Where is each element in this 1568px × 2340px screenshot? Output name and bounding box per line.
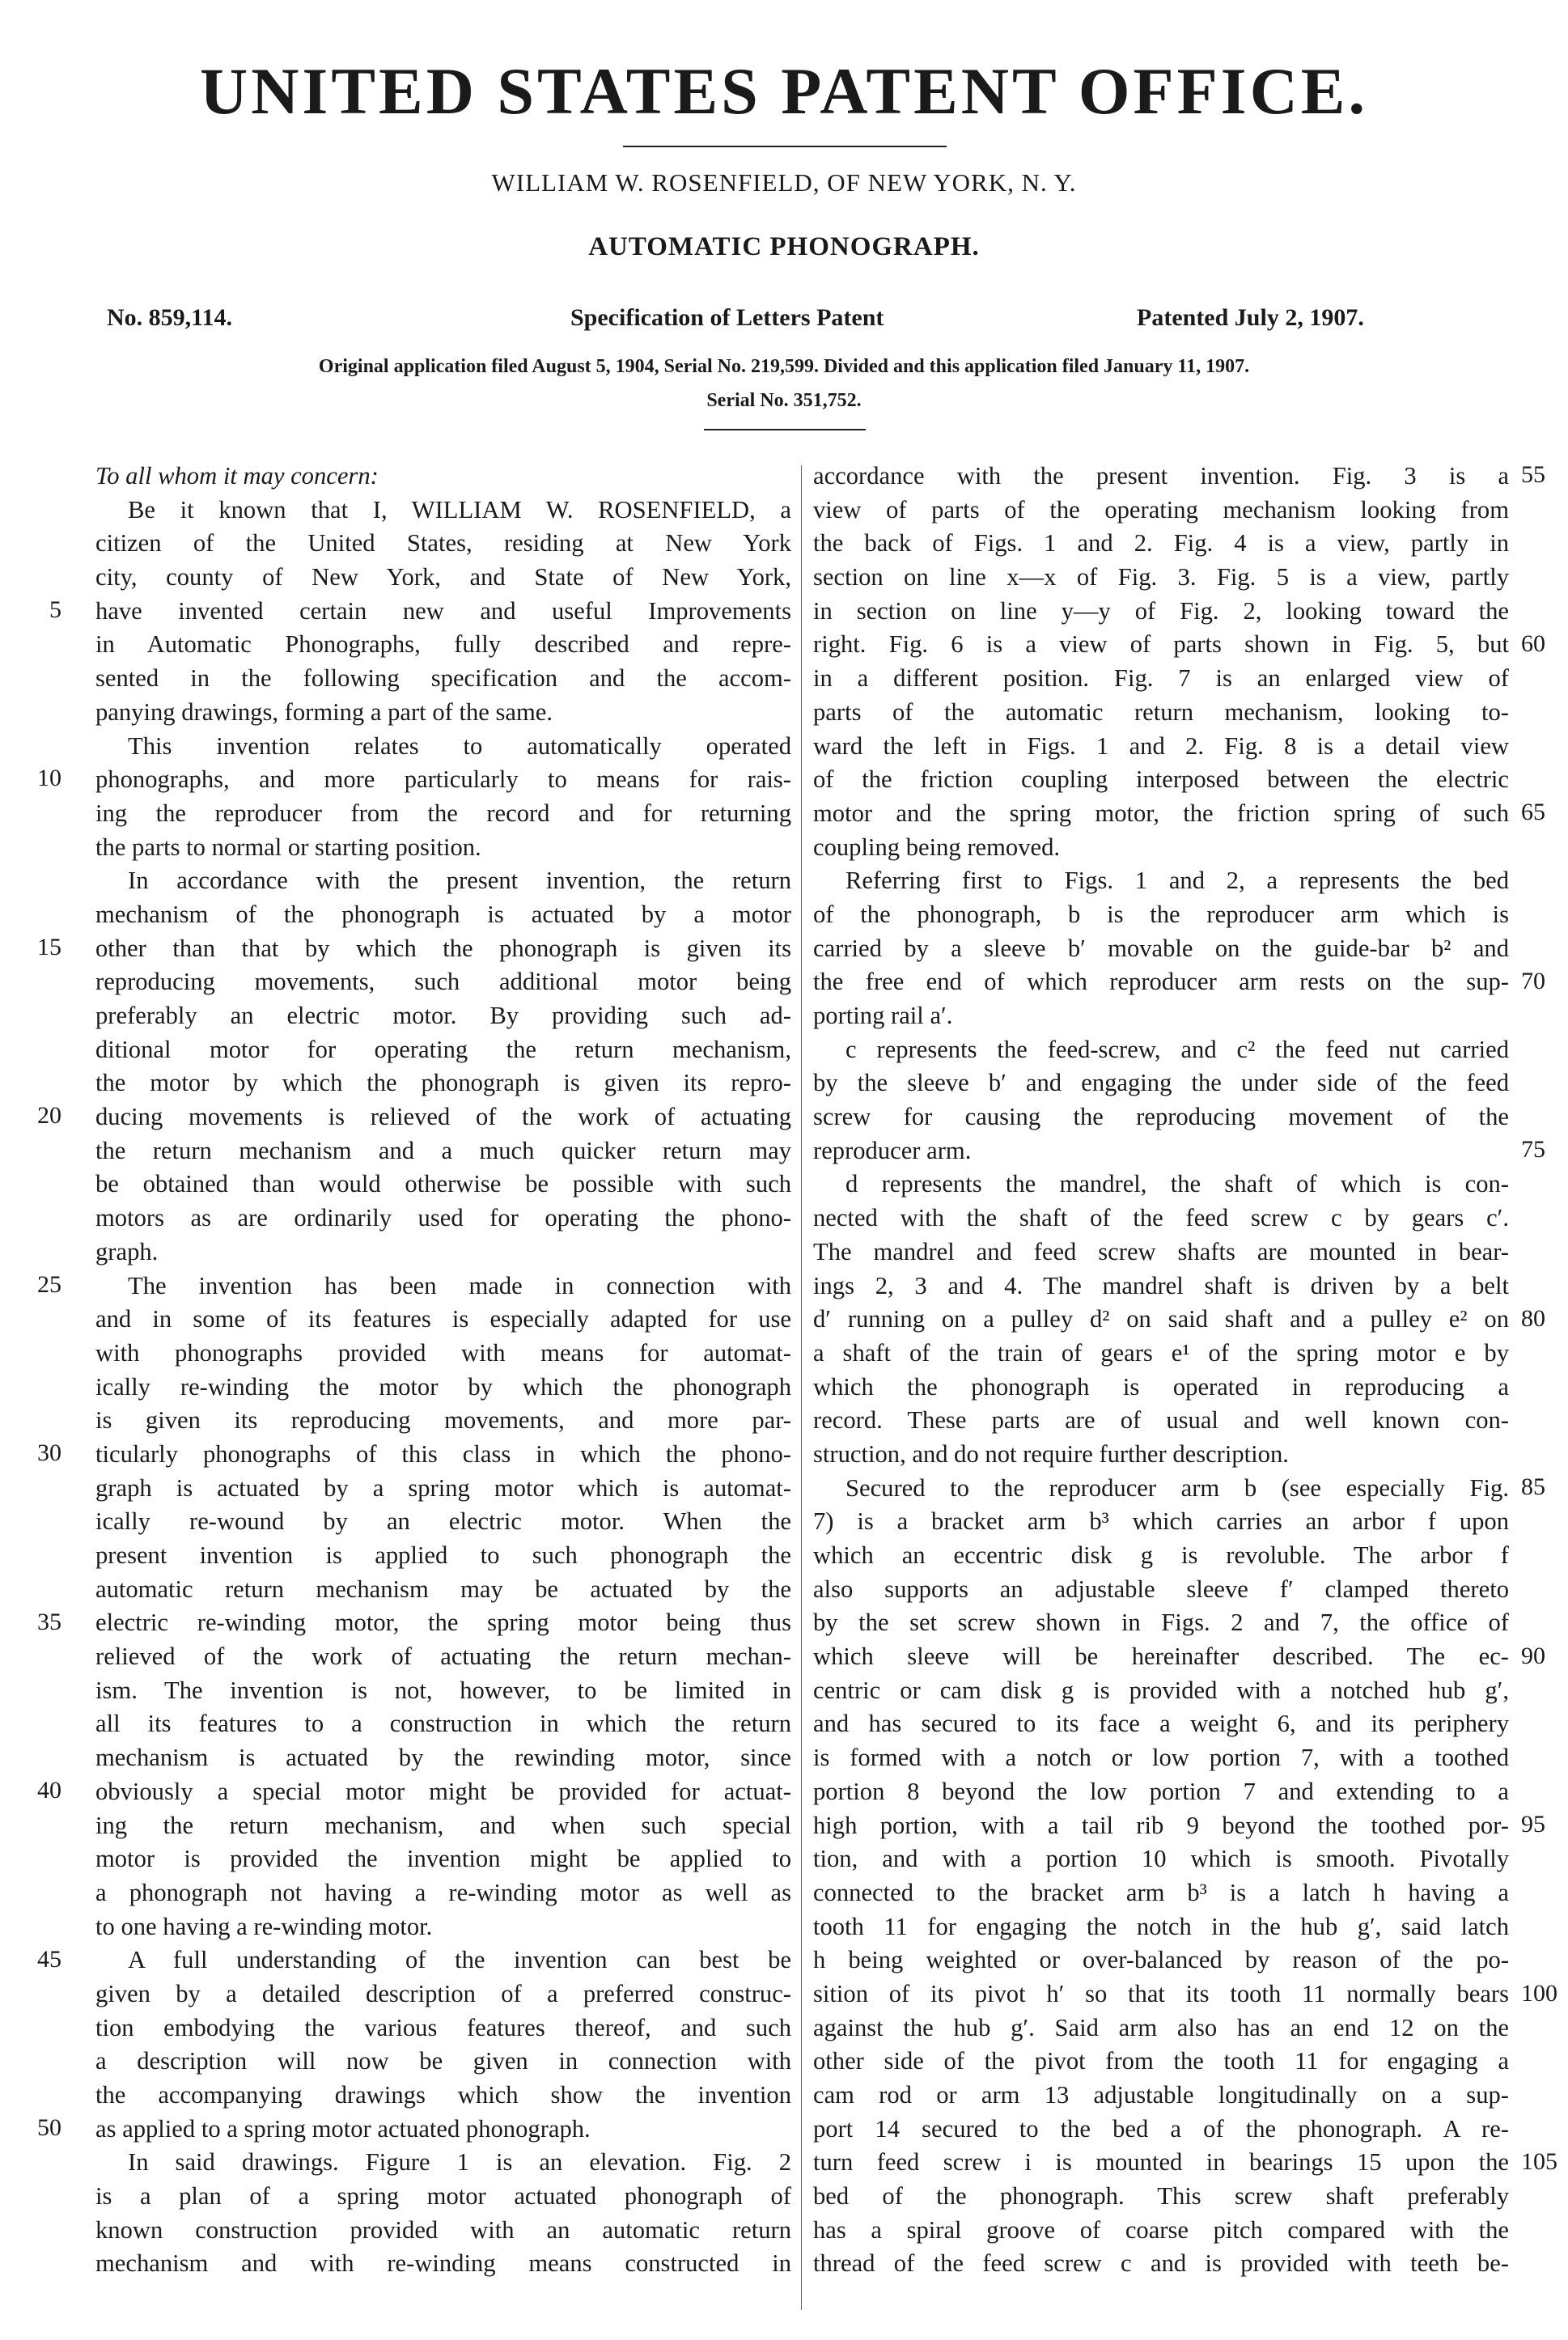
line-number: 50 <box>37 2114 61 2142</box>
text-line: and in some of its features is especially adapted for use <box>95 1305 791 1333</box>
text-line: port 14 secured to the bed a of the phonograph. A re- <box>813 2114 1509 2143</box>
filing-rule <box>704 429 866 430</box>
text-line: record. These parts are of usual and well known con- <box>813 1406 1509 1435</box>
text-line: tion, and with a portion 10 which is smooth. Pivotally <box>813 1845 1509 1873</box>
text-line: sented in the following specification and the accom- <box>95 664 791 693</box>
text-line: ducing movements is relieved of the work of actuating <box>95 1103 791 1131</box>
text-line: accordance with the present invention. Fig. 3 is a <box>813 462 1509 490</box>
text-line: h being weighted or over-balanced by reason of the po- <box>813 1946 1509 1974</box>
text-line: portion 8 beyond the low portion 7 and extending to a <box>813 1777 1509 1805</box>
text-line: A full understanding of the invention can best be <box>128 1946 791 1974</box>
text-line: motor is provided the invention might be applied to <box>95 1845 791 1873</box>
text-line: also supports an adjustable sleeve f′ clamped thereto <box>813 1575 1509 1603</box>
text-line: Referring first to Figs. 1 and 2, a represents the bed <box>845 867 1509 895</box>
text-line: screw for causing the reproducing movement of the <box>813 1103 1509 1131</box>
column-divider <box>801 465 802 2310</box>
text-line: In said drawings. Figure 1 is an elevation. Fig. 2 <box>128 2148 791 2177</box>
invention-title: AUTOMATIC PHONOGRAPH. <box>588 232 980 261</box>
text-line: is formed with a notch or low portion 7, with a toothed <box>813 1744 1509 1772</box>
line-number: 105 <box>1521 2148 1557 2175</box>
text-line: as applied to a spring motor actuated phonograph. <box>95 2114 591 2143</box>
text-line: which an eccentric disk g is revoluble. The arbor f <box>813 1541 1509 1569</box>
text-line: ing the return mechanism, and when such special <box>95 1811 791 1839</box>
text-line: coupling being removed. <box>813 833 1061 861</box>
text-line: graph. <box>95 1237 159 1265</box>
text-line: tooth 11 for engaging the notch in the hub g′, said latch <box>813 1912 1509 1940</box>
text-line: in Automatic Phonographs, fully described and repre- <box>95 630 791 659</box>
text-line: Secured to the reproducer arm b (see especially Fig. <box>845 1473 1509 1502</box>
line-number: 100 <box>1521 1979 1557 2007</box>
text-line: nected with the shaft of the feed screw c by gears c′. <box>813 1204 1509 1232</box>
text-line: centric or cam disk g is provided with a notched hub g′, <box>813 1676 1509 1704</box>
text-line: tion embodying the various features thereof, and such <box>95 2013 791 2041</box>
text-line: the accompanying drawings which show the invention <box>95 2081 791 2109</box>
text-line: which the phonograph is operated in reproducing a <box>813 1372 1509 1401</box>
text-line: c represents the feed-screw, and c² the feed nut carried <box>845 1035 1509 1063</box>
text-line: The mandrel and feed screw shafts are mounted in bear- <box>813 1237 1509 1265</box>
text-line: by the sleeve b′ and engaging the under side of the feed <box>813 1069 1509 1097</box>
text-line: present invention is applied to such phonograph the <box>95 1541 791 1569</box>
text-line: In accordance with the present invention, the return <box>128 867 791 895</box>
text-line: parts of the automatic return mechanism, looking to- <box>813 697 1509 726</box>
text-line: be obtained than would otherwise be possible with such <box>95 1170 791 1198</box>
text-line: graph is actuated by a spring motor which is automat- <box>95 1473 791 1502</box>
text-line: is given its reproducing movements, and more par- <box>95 1406 791 1435</box>
text-line: ically re-wound by an electric motor. When the <box>95 1507 791 1536</box>
text-line: carried by a sleeve b′ movable on the guide-bar b² and <box>813 934 1509 962</box>
text-line: The invention has been made in connection with <box>128 1271 791 1299</box>
text-line: reproducing movements, such additional motor being <box>95 968 791 996</box>
line-number: 90 <box>1521 1642 1545 1669</box>
line-number: 30 <box>37 1439 61 1467</box>
text-line: which sleeve will be hereinafter described. The ec- <box>813 1643 1509 1671</box>
text-line: motor and the spring motor, the friction spring of such <box>813 799 1509 827</box>
text-line: view of parts of the operating mechanism looking from <box>813 495 1509 524</box>
text-line: a phonograph not having a re-winding motor as well as <box>95 1878 791 1906</box>
text-line: ing the reproducer from the record and for returning <box>95 799 791 827</box>
line-number: 70 <box>1521 967 1545 994</box>
text-line: a description will now be given in connection with <box>95 2047 791 2075</box>
text-line: panying drawings, forming a part of the same. <box>95 697 553 726</box>
text-line: mechanism of the phonograph is actuated by a motor <box>95 900 791 928</box>
text-line: ically re-winding the motor by which the phonograph <box>95 1372 791 1401</box>
line-number: 40 <box>37 1777 61 1804</box>
text-line: cam rod or arm 13 adjustable longitudinally on a sup- <box>813 2081 1509 2109</box>
text-line: city, county of New York, and State of New York, <box>95 563 791 591</box>
text-line: turn feed screw i is mounted in bearings 15 upon the <box>813 2148 1509 2177</box>
text-line: ings 2, 3 and 4. The mandrel shaft is driven by a belt <box>813 1271 1509 1299</box>
line-number: 15 <box>37 933 61 960</box>
text-line: automatic return mechanism may be actuated by the <box>95 1575 791 1603</box>
text-line: ditional motor for operating the return mechanism, <box>95 1035 791 1063</box>
text-line: the back of Figs. 1 and 2. Fig. 4 is a view, partly in <box>813 529 1509 557</box>
line-number: 20 <box>37 1102 61 1130</box>
title-rule <box>623 146 947 147</box>
line-number: 60 <box>1521 630 1545 657</box>
text-line: the motor by which the phonograph is given its repro- <box>95 1069 791 1097</box>
text-line: section on line x—x of Fig. 3. Fig. 5 is a view, partly <box>813 563 1509 591</box>
text-line: ticularly phonographs of this class in which the phono- <box>95 1439 791 1468</box>
line-number: 25 <box>37 1270 61 1298</box>
text-line: other side of the pivot from the tooth 11 for engaging a <box>813 2047 1509 2075</box>
text-line: right. Fig. 6 is a view of parts shown in Fig. 5, but <box>813 630 1509 659</box>
text-line: given by a detailed description of a preferred construc- <box>95 1979 791 2007</box>
office-title: UNITED STATES PATENT OFFICE. <box>199 54 1369 128</box>
filing-line-2: Serial No. 351,752. <box>706 390 862 411</box>
line-number: 10 <box>37 765 61 792</box>
right-text-column <box>813 460 1509 2281</box>
patent-header <box>0 0 1568 437</box>
text-line: the return mechanism and a much quicker return may <box>95 1136 791 1164</box>
text-line: reproducer arm. <box>813 1136 972 1164</box>
text-line: 7) is a bracket arm b³ which carries an arbor f upon <box>813 1507 1509 1536</box>
filing-line-1: Original application filed August 5, 1904, Serial No. 219,599. Divided and this application filed January 11, 1907. <box>318 356 1250 377</box>
text-line: electric re-winding motor, the spring motor being thus <box>95 1609 791 1637</box>
text-line: relieved of the work of actuating the return mechan- <box>95 1643 791 1671</box>
text-line: of the phonograph, b is the reproducer arm which is <box>813 900 1509 928</box>
text-line: mechanism is actuated by the rewinding motor, since <box>95 1744 791 1772</box>
text-line: and has secured to its face a weight 6, and its periphery <box>813 1710 1509 1738</box>
text-line: sition of its pivot h′ so that its tooth 11 normally bears <box>813 1979 1509 2007</box>
text-line: is a plan of a spring motor actuated phonograph of <box>95 2182 791 2211</box>
line-number: 95 <box>1521 1811 1545 1838</box>
text-line: preferably an electric motor. By providing such ad- <box>95 1002 791 1029</box>
line-number: 75 <box>1521 1136 1545 1163</box>
text-line: motors as are ordinarily used for operating the phono- <box>95 1204 791 1232</box>
specification-label: Specification of Letters Patent <box>570 304 884 331</box>
text-line: ward the left in Figs. 1 and 2. Fig. 8 is a detail view <box>813 731 1509 760</box>
line-number: 35 <box>37 1608 61 1635</box>
text-line: Be it known that I, WILLIAM W. ROSENFIELD, a <box>128 495 791 524</box>
text-line: This invention relates to automatically operated <box>128 731 791 760</box>
text-line: known construction provided with an automatic return <box>95 2215 791 2244</box>
line-number: 80 <box>1521 1304 1545 1332</box>
text-line: a shaft of the train of gears e¹ of the spring motor e by <box>813 1338 1509 1367</box>
text-line: mechanism and with re-winding means constructed in <box>95 2249 791 2278</box>
text-line: d′ running on a pulley d² on said shaft and a pulley e² on <box>813 1305 1509 1333</box>
text-line: in a different position. Fig. 7 is an enlarged view of <box>813 664 1509 693</box>
text-line: all its features to a construction in which the return <box>95 1710 791 1738</box>
line-number: 85 <box>1521 1473 1545 1500</box>
text-line: of the friction coupling interposed between the electric <box>813 765 1509 794</box>
text-line: ism. The invention is not, however, to be limited in <box>95 1676 791 1704</box>
text-line: by the set screw shown in Figs. 2 and 7, the office of <box>813 1609 1509 1637</box>
text-line: to one having a re-winding motor. <box>95 1912 433 1940</box>
text-line: other than that by which the phonograph is given its <box>95 934 791 962</box>
text-line: obviously a special motor might be provided for actuat- <box>95 1777 791 1805</box>
line-number: 45 <box>37 1945 61 1973</box>
text-line: struction, and do not require further description. <box>813 1439 1289 1468</box>
text-line: porting rail a′. <box>813 1002 953 1029</box>
text-line: high portion, with a tail rib 9 beyond the toothed por- <box>813 1811 1509 1839</box>
text-line: phonographs, and more particularly to means for rais- <box>95 765 791 794</box>
text-line: have invented certain new and useful Improvements <box>95 596 791 625</box>
text-line: thread of the feed screw c and is provided with teeth be- <box>813 2249 1509 2278</box>
line-number: 65 <box>1521 799 1545 825</box>
left-text-column <box>95 460 791 2281</box>
text-line: connected to the bracket arm b³ is a latch h having a <box>813 1878 1509 1906</box>
text-line: with phonographs provided with means for automat- <box>95 1338 791 1367</box>
text-line: d represents the mandrel, the shaft of which is con- <box>845 1170 1509 1198</box>
text-line: the free end of which reproducer arm rests on the sup- <box>813 968 1509 996</box>
text-line: citizen of the United States, residing at New York <box>95 529 791 557</box>
text-line: in section on line y—y of Fig. 2, looking toward the <box>813 596 1509 625</box>
inventor-line: WILLIAM W. ROSENFIELD, OF NEW YORK, N. Y. <box>491 168 1077 197</box>
text-line: against the hub g′. Said arm also has an end 12 on the <box>813 2013 1509 2041</box>
text-line: To all whom it may concern: <box>95 462 379 490</box>
line-number: 5 <box>49 596 61 623</box>
patented-date: Patented July 2, 1907. <box>1137 304 1364 331</box>
text-line: has a spiral groove of coarse pitch compared with the <box>813 2215 1509 2244</box>
text-line: the parts to normal or starting position. <box>95 833 481 861</box>
patent-number: No. 859,114. <box>107 304 233 331</box>
text-line: bed of the phonograph. This screw shaft preferably <box>813 2182 1509 2211</box>
line-number: 55 <box>1521 461 1545 488</box>
